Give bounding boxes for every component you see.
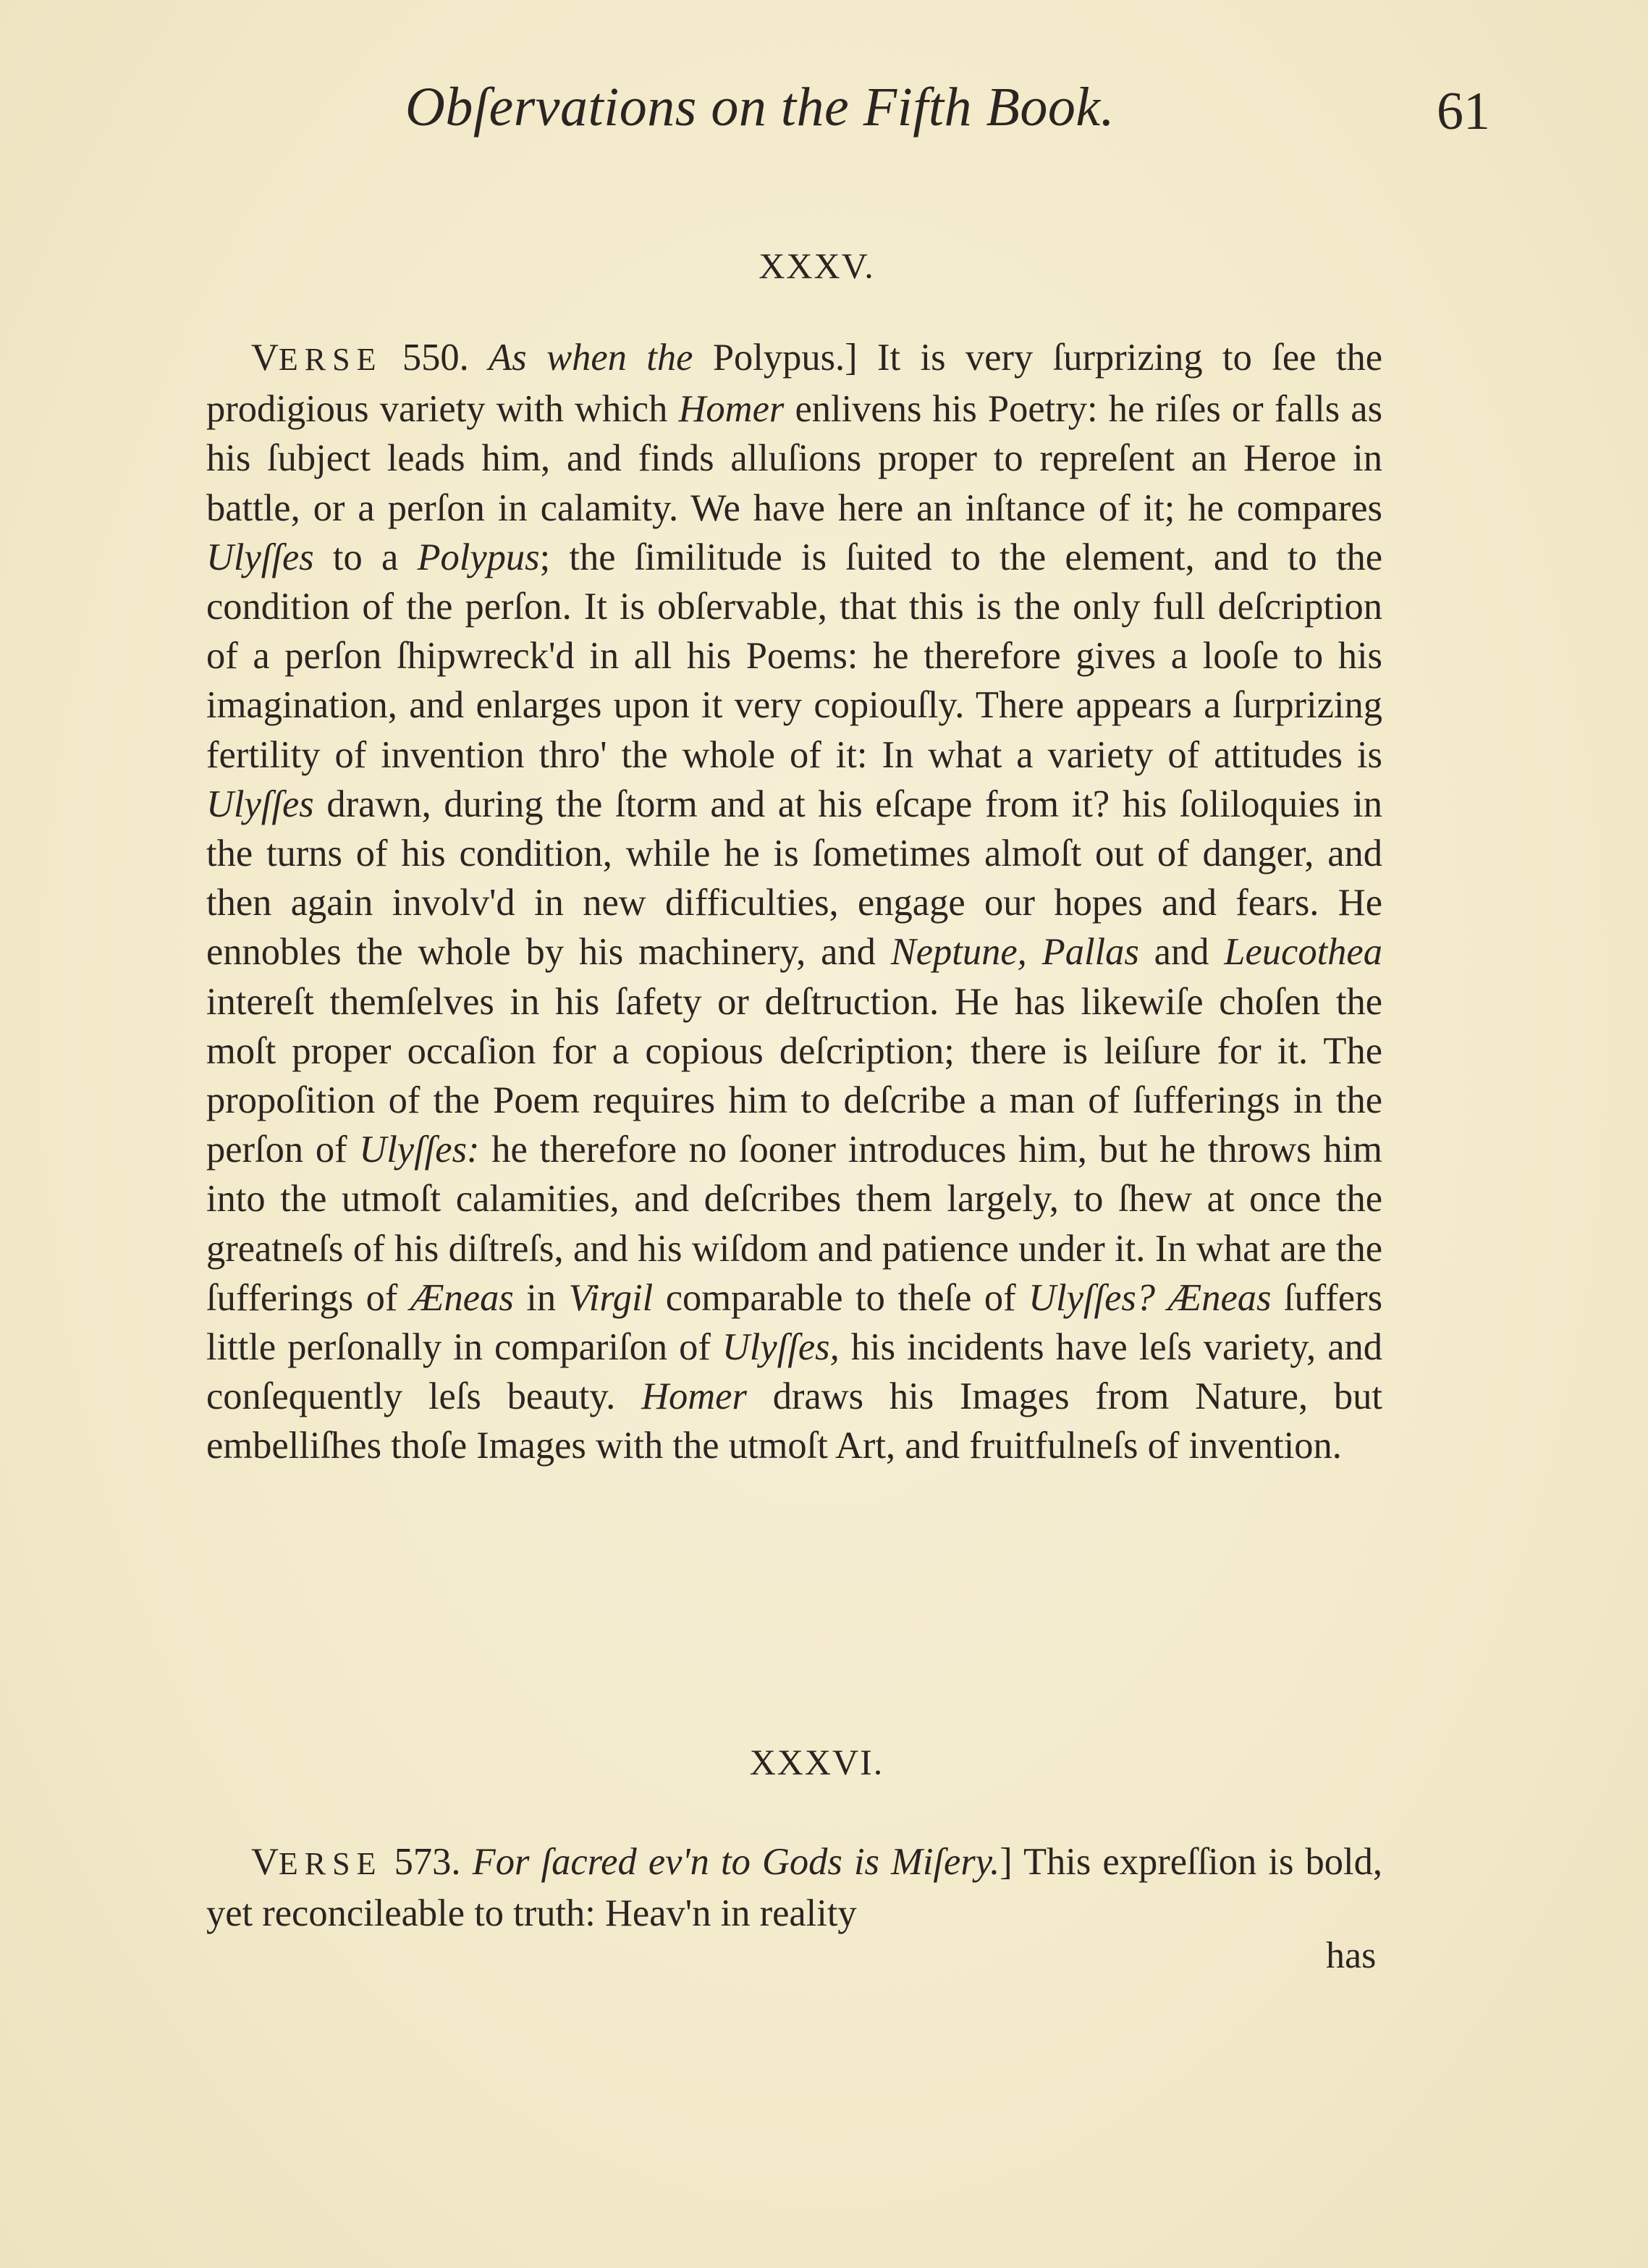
section-heading-xxxv: XXXV.: [758, 245, 875, 286]
name-italic: Æneas: [410, 1276, 514, 1319]
segment: his incidents have leſs variety, and conſequently leſs beauty.: [206, 1326, 1382, 1418]
segment: and: [1138, 931, 1225, 974]
note-paragraph-xxxv: [206, 333, 1382, 1471]
segment: ] This expreſſion is bold, yet reconcileable to truth: Heav'n in reality: [206, 1841, 1383, 1935]
catchword: has: [1326, 1935, 1377, 1976]
name-italic: Ulyſſes? Æneas: [1028, 1276, 1272, 1319]
running-title: Obſervations on the Fifth Book.: [405, 77, 1115, 138]
segment: he therefore no ſooner introduces him, but he throws him into the utmoſt calamities, and deſcribes them largely, to ſhew at once the greatneſs of his diſtreſs, and his wiſdom and patience under it. In what are the ſufferings of: [206, 1129, 1383, 1319]
verse-number: 573.: [382, 1841, 473, 1883]
segment: comparable to theſe of: [653, 1276, 1029, 1319]
segment: ; the ſimilitude is ſuited to the element, and to the condition of the perſon. It is obſervable, that this is the only full deſcription of a perſon ſhipwreck'd in all his Poems: he therefore gives a looſe to his imagination, and enlarges upon it very copiouſly. There appears a ſurprizing fertility of invention thro' the whole of it: In what a variety of attitudes is: [206, 536, 1382, 776]
segment: intereſt themſelves in his ſafety or deſtruction. He has likewiſe choſen the moſt proper occaſion for a copious deſcription; there is leiſure for it. The propoſition of the Poem requires him to deſcribe a man of ſufferings in the perſon of: [206, 980, 1382, 1171]
small-caps-segment: ERSE: [278, 1846, 383, 1881]
name-italic: Ulyſſes: [206, 536, 314, 578]
small-caps-segment: ERSE: [278, 342, 383, 377]
name-italic: Homer: [641, 1375, 747, 1418]
name-italic: Ulyſſes,: [722, 1326, 840, 1369]
segment: V: [251, 337, 279, 379]
name-italic: Leucothea: [1224, 931, 1382, 974]
lemma-italic: For ſacred ev'n to Gods is Miſery.: [472, 1841, 1000, 1883]
note-paragraph-xxxvi: [206, 1837, 1382, 1938]
name-italic: Homer: [678, 388, 785, 431]
name-italic: Virgil: [568, 1276, 654, 1319]
segment: Polypus.] It is very ſurprizing to ſee the prodigious variety with which: [206, 337, 1382, 431]
segment: V: [251, 1841, 279, 1883]
section-heading-xxxvi: XXXVI.: [749, 1742, 884, 1782]
page-number: 61: [1437, 82, 1490, 141]
segment: enlivens his Poetry: he riſes or falls as his ſubject leads him, and finds alluſions proper to repreſent an Heroe in battle, or a perſon in calamity. We have here an inſtance of it; he compares: [206, 388, 1382, 529]
verse-number: 550.: [382, 337, 489, 379]
segment: drawn, during the ſtorm and at his eſcape from it? his ſoliloquies in the turns of his condition, while he is ſometimes almoſt out of danger, and then again involv'd in new difficulties, engage our hopes and fears. He ennobles the whole by his machinery, and: [206, 783, 1382, 974]
segment: draws his Images from Nature, but embelliſhes thoſe Images with the utmoſt Art, and fruitfulneſs of invention.: [206, 1375, 1382, 1467]
name-italic: Neptune, Pallas: [890, 931, 1139, 974]
name-italic: Ulyſſes: [206, 783, 314, 825]
segment: to a: [313, 536, 418, 578]
segment: ſuffers little perſonally in compariſon of: [206, 1276, 1382, 1369]
segment: in: [513, 1276, 569, 1319]
name-italic: Polypus: [417, 536, 540, 578]
lemma-italic: As when the: [489, 337, 693, 379]
name-italic: Ulyſſes:: [359, 1129, 480, 1171]
